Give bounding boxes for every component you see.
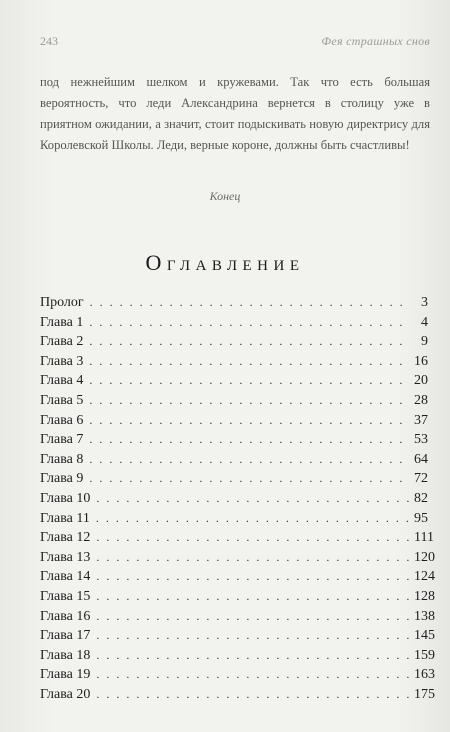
toc-entry [40,607,435,627]
toc-entry [40,391,428,411]
toc-entry-label: Глава 15 [40,588,91,604]
dot-leader [96,548,410,568]
toc-entry-label: Глава 2 [40,334,84,350]
toc-entry-label: Глава 1 [40,314,84,330]
dot-leader [96,509,410,529]
toc-entry [40,352,428,372]
toc-entry-label: Глава 6 [40,412,84,428]
toc-entry-page: 72 [414,471,428,487]
dot-leader [89,411,410,431]
ending-word: Конец [209,189,241,203]
toc-entry [40,371,428,391]
dot-leader [96,567,410,587]
toc-entry-label: Глава 17 [40,628,91,644]
dot-leader [89,469,410,489]
toc-entry-label: Глава 8 [40,451,84,467]
toc-heading: Оглавление [145,250,305,275]
dot-leader [89,332,410,352]
dot-leader [96,665,410,685]
toc-entry [40,548,435,568]
toc-entry-page: 124 [414,569,435,585]
toc-entry-label: Глава 11 [40,510,90,526]
toc-entry [40,489,428,509]
toc-entry [40,293,428,313]
toc-entry-page: 4 [421,314,428,330]
toc-entry-label: Глава 19 [40,667,91,683]
toc-entry-page: 3 [421,295,428,310]
toc-entry-label: Глава 14 [40,569,91,585]
toc-entry-label: Глава 13 [40,549,91,565]
dot-leader [96,528,410,548]
toc-entry-page: 145 [414,628,435,644]
toc-entry [40,332,428,352]
dot-leader [96,646,410,666]
toc-entry [40,411,428,431]
toc-entry-label: Глава 9 [40,471,84,487]
toc-entry-page: 95 [414,510,428,526]
dot-leader [96,685,410,705]
dot-leader [96,489,410,509]
toc-entry [40,528,434,548]
toc-entry [40,430,428,450]
toc-entry-page: 82 [414,490,428,506]
toc-entry-page: 9 [421,334,428,350]
running-title: Фея страшных снов [321,34,430,48]
dot-leader [89,450,410,470]
toc-entry-label: Глава 18 [40,647,91,663]
toc-entry [40,509,428,529]
dot-leader [90,293,410,313]
dot-leader [96,607,410,627]
closing-paragraph: под нежнейшим шелком и кружевами. Так что есть большая вероятность, что леди Александрина вернется в столицу уже в приятном ожидании, а значит, стоит подыскивать новую директрису для Королевской Школы. Леди, верные короне, должны быть счастливы! [40,75,430,152]
toc-entry [40,313,428,333]
dot-leader [89,391,410,411]
toc-entry-page: 138 [414,608,435,624]
toc-entry-page: 111 [414,530,434,546]
toc-entry [40,685,435,705]
toc-entry-page: 37 [414,412,428,428]
toc-entry [40,469,428,489]
dot-leader [89,430,410,450]
dot-leader [89,352,410,372]
dot-leader [89,313,410,333]
toc-entry-page: 64 [414,451,428,467]
toc-entry-label: Глава 16 [40,608,91,624]
toc-entry-page: 159 [414,647,435,663]
toc-entry [40,665,435,685]
toc-entry-label: Глава 4 [40,373,84,389]
toc-entry-label: Глава 7 [40,432,84,448]
toc-entry-page: 20 [414,373,428,389]
toc-entry [40,587,435,607]
toc-entry-label: Глава 3 [40,353,84,369]
dot-leader [89,371,410,391]
toc-entry-page: 28 [414,392,428,408]
toc-entry-page: 53 [414,432,428,448]
toc-entry-page: 128 [414,588,435,604]
toc-entry-page: 175 [414,686,435,702]
toc-entry-label: Глава 5 [40,392,84,408]
toc-entry-label: Глава 20 [40,686,91,702]
toc-entry [40,626,435,646]
toc-entry-label: Глава 10 [40,490,91,506]
toc-entry-page: 16 [414,353,428,369]
dot-leader [96,626,410,646]
toc-entry [40,646,435,666]
toc-entry [40,567,435,587]
dot-leader [96,587,410,607]
toc-entry-label: Пролог [40,295,84,310]
toc-entry-label: Глава 12 [40,530,91,546]
toc-entry [40,450,428,470]
toc-entry-page: 120 [414,549,435,565]
page-number: 243 [40,34,58,48]
table-of-contents [40,293,435,704]
toc-entry-page: 163 [414,667,435,683]
